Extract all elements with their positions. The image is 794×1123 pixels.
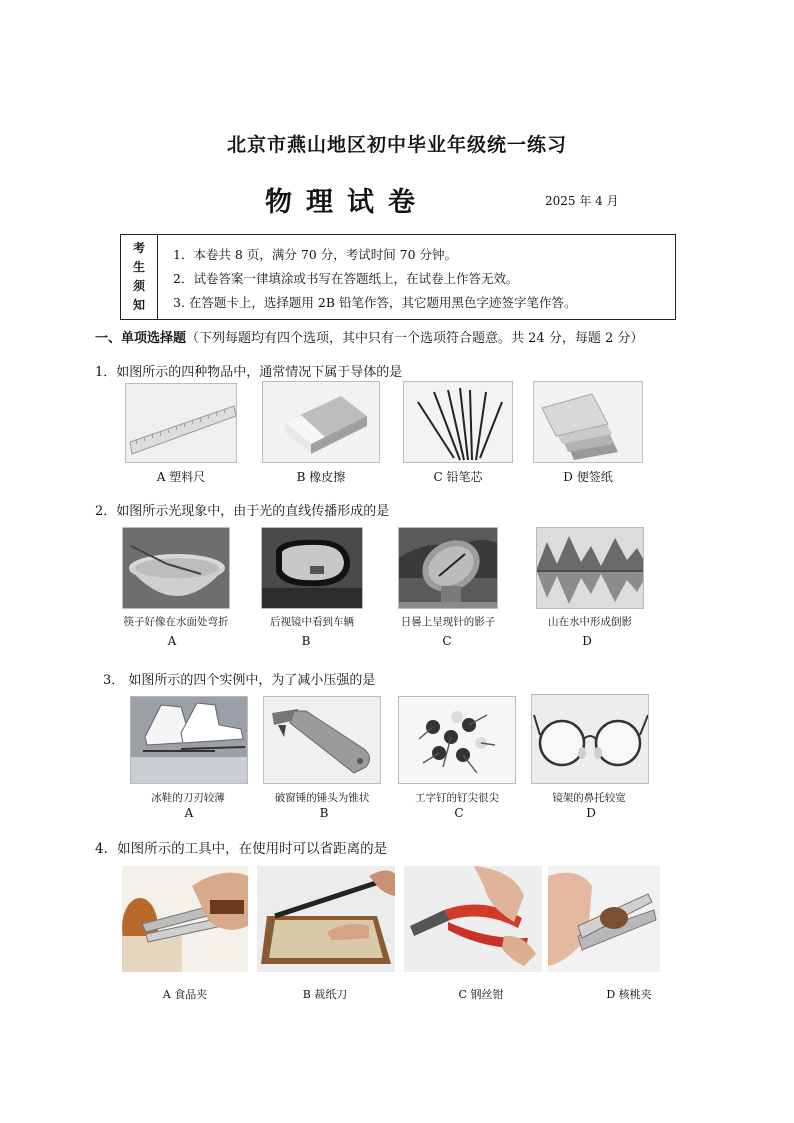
exam-date: 2025 年 4 月 — [545, 194, 619, 208]
q4-caption-d: D 核桃夹 — [606, 988, 652, 1001]
question-1-text: 1．如图所示的四种物品中，通常情况下属于导体的是 — [95, 365, 403, 380]
glasses-image — [531, 694, 649, 784]
q1-option-d: D 便签纸 — [563, 470, 613, 484]
ruler-image — [125, 383, 237, 463]
section-label: 一、单项选择题 — [95, 331, 187, 346]
q2-caption-c: 日晷上呈现针的影子 — [400, 616, 496, 628]
notice-body — [173, 243, 577, 315]
exam-title: 北京市燕山地区初中毕业年级统一练习 — [226, 134, 567, 156]
notice-item: 3. 在答题卡上，选择题用 2B 铅笔作答，其它题用黑色字迹签字笔作答。 — [173, 295, 577, 310]
q3-caption-d: 镜架的鼻托较宽 — [552, 792, 626, 804]
q3-caption-c: 工字钉的钉尖很尖 — [415, 792, 499, 804]
section-desc: （下列每题均有四个选项，其中只有一个选项符合题意。共 24 分，每题 2 分） — [186, 331, 644, 346]
nutcracker-image — [548, 866, 660, 972]
q3-letter-a: A — [184, 806, 194, 820]
q2-letter-a: A — [167, 634, 177, 648]
question-3-text: 3． 如图所示的四个实例中，为了减小压强的是 — [103, 673, 376, 688]
q2-letter-d: D — [582, 634, 592, 648]
subject-title: 物理试卷 — [265, 187, 429, 218]
q2-caption-d: 山在水中形成倒影 — [548, 616, 632, 628]
q3-letter-c: C — [454, 806, 464, 820]
safety-hammer-image — [263, 696, 381, 784]
sundial-image — [398, 527, 498, 609]
food-tongs-image — [122, 866, 248, 972]
chopstick-in-bowl-image — [122, 527, 230, 609]
pencil-lead-image — [403, 381, 513, 463]
q1-option-b: B 橡皮擦 — [296, 470, 346, 484]
notice-head-char: 须 — [132, 279, 145, 293]
pushpins-image — [398, 696, 516, 784]
mountain-reflection-image — [536, 527, 644, 609]
eraser-image — [262, 381, 380, 463]
notice-head — [121, 235, 158, 319]
q4-caption-b: B 裁纸刀 — [302, 988, 348, 1001]
q2-letter-c: C — [442, 634, 452, 648]
notice-item: 2．试卷答案一律填涂或书写在答题纸上，在试卷上作答无效。 — [173, 271, 519, 286]
q2-caption-b: 后视镜中看到车辆 — [270, 616, 354, 628]
rearview-mirror-image — [261, 527, 363, 609]
ice-skates-image — [130, 696, 248, 784]
pliers-image — [404, 866, 542, 972]
notice-item: 1．本卷共 8 页，满分 70 分，考试时间 70 分钟。 — [173, 247, 458, 262]
q4-caption-c: C 钢丝钳 — [458, 988, 504, 1001]
notice-head-char: 考 — [132, 241, 145, 255]
notice-head-char: 生 — [132, 260, 145, 274]
q3-caption-a: 冰鞋的刀刃较薄 — [151, 792, 225, 804]
q3-caption-b: 破窗锤的锤头为锥状 — [274, 792, 370, 804]
sticky-notes-image — [533, 381, 643, 463]
question-4-text: 4．如图所示的工具中，在使用时可以省距离的是 — [95, 841, 388, 857]
section-heading — [95, 327, 643, 346]
q4-caption-a: A 食品夹 — [162, 988, 208, 1001]
q1-option-a: A 塑料尺 — [156, 470, 206, 484]
q3-letter-d: D — [586, 806, 596, 820]
q1-option-c: C 铅笔芯 — [433, 470, 483, 484]
q2-letter-b: B — [301, 634, 311, 648]
question-2-text: 2．如图所示光现象中，由于光的直线传播形成的是 — [95, 504, 390, 519]
notice-box — [120, 234, 676, 320]
notice-head-char: 知 — [132, 298, 145, 312]
q3-letter-b: B — [319, 806, 329, 820]
paper-cutter-image — [257, 866, 395, 972]
q2-caption-a: 筷子好像在水面处弯折 — [123, 616, 229, 628]
